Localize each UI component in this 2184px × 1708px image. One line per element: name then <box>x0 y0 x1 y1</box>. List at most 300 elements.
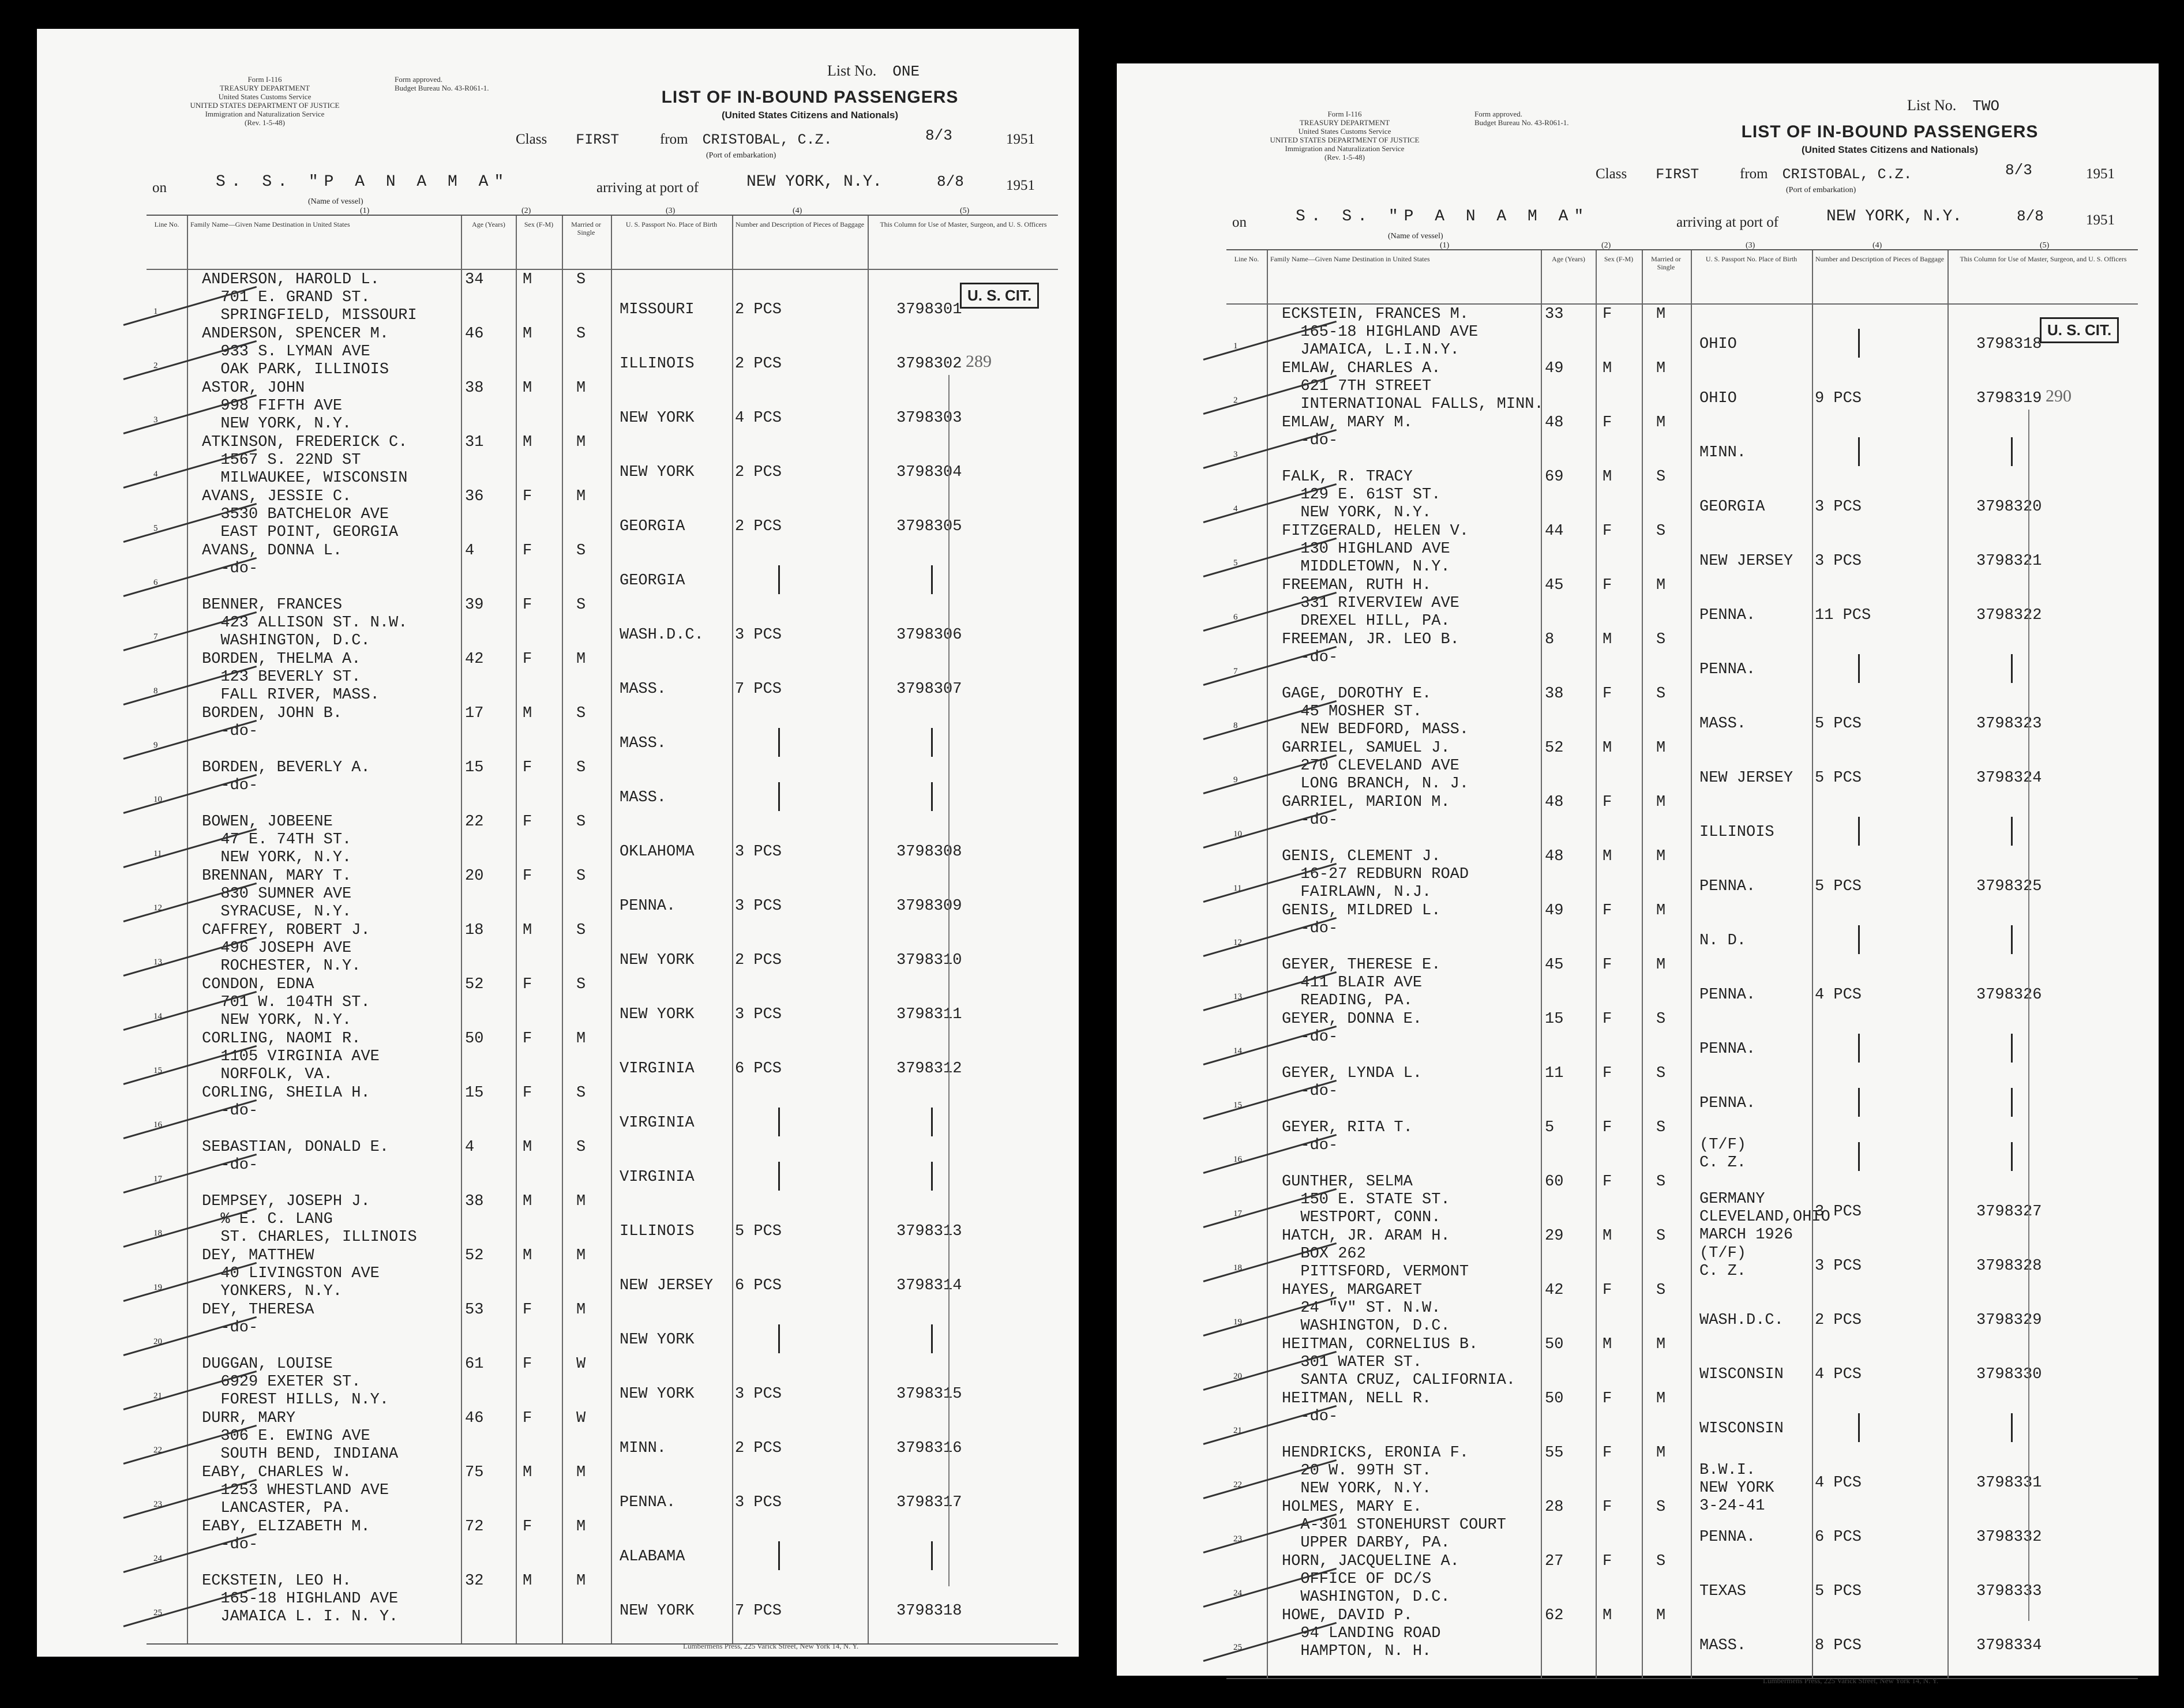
place-of-birth: NEW JERSEY <box>1699 553 1793 570</box>
passenger-age: 44 <box>1545 523 1564 540</box>
passenger-sex: M <box>523 1464 532 1481</box>
ditto-mark <box>2011 1142 2013 1171</box>
officer-number: 3798331 <box>1976 1474 2042 1492</box>
passenger-table <box>147 215 1058 1645</box>
passenger-name-address: GEYER, RITA T. -do- <box>1282 1119 1413 1154</box>
passenger-name-address: CORLING, NAOMI R. 1105 VIRGINIA AVE NORFOLK, VA. <box>202 1030 380 1083</box>
passenger-age: 4 <box>465 1139 475 1156</box>
passenger-sex: M <box>523 1247 532 1264</box>
ditto-mark <box>1858 329 1860 358</box>
marital-status: S <box>1656 1553 1666 1570</box>
page-title: LIST OF IN-BOUND PASSENGERS <box>661 88 959 107</box>
passenger-age: 60 <box>1545 1173 1564 1191</box>
manifest-sheet-two <box>1117 63 2159 1685</box>
passenger-age: 46 <box>465 325 484 343</box>
table-row <box>1226 794 2138 848</box>
line-number: 21 <box>1233 1426 1242 1435</box>
passenger-age: 72 <box>465 1518 484 1536</box>
embarkation-caption: (Port of embarkation) <box>1786 186 1856 194</box>
marital-status: S <box>576 271 586 288</box>
officer-number: 3798311 <box>896 1006 962 1023</box>
table-row <box>1226 577 2138 631</box>
table-row <box>147 488 1058 542</box>
line-number: 11 <box>1233 884 1242 893</box>
place-of-birth: NEW JERSEY <box>620 1277 714 1294</box>
ditto-mark <box>1858 925 1860 954</box>
ditto-mark <box>778 1108 780 1136</box>
line-number: 25 <box>153 1608 162 1617</box>
marital-status: S <box>576 922 586 939</box>
passenger-age: 50 <box>465 1030 484 1048</box>
officer-number: 3798305 <box>896 518 962 535</box>
table-row <box>1226 1553 2138 1607</box>
table-row <box>147 325 1058 380</box>
line-number: 2 <box>153 361 158 370</box>
line-number: 19 <box>1233 1317 1242 1327</box>
passenger-sex: M <box>1603 360 1612 377</box>
baggage-pieces: 6 PCS <box>735 1060 782 1078</box>
passenger-sex: F <box>523 759 532 776</box>
ditto-mark <box>1858 1413 1860 1442</box>
marital-status: M <box>1656 1607 1666 1624</box>
passenger-sex: M <box>523 705 532 722</box>
class-field <box>1596 166 1699 183</box>
passenger-sex: F <box>523 488 532 505</box>
table-row <box>147 1518 1058 1572</box>
line-number: 7 <box>153 632 158 641</box>
col-header-sex: Sex (F-M) <box>524 220 554 228</box>
passenger-sex: F <box>1603 1553 1612 1570</box>
table-row <box>147 380 1058 434</box>
printer-credit: Lumbermens Press, 225 Varick Street, New York 14, N. Y. <box>1763 1676 1939 1685</box>
marital-status: M <box>1656 902 1666 919</box>
place-of-birth: MISSOURI <box>620 301 695 318</box>
table-row <box>1226 1119 2138 1173</box>
table-row <box>1226 1607 2138 1661</box>
baggage-pieces: 5 PCS <box>1815 769 1862 787</box>
ditto-mark <box>931 728 933 757</box>
line-number: 18 <box>1233 1263 1242 1272</box>
passenger-age: 53 <box>465 1301 484 1319</box>
passenger-sex: M <box>523 922 532 939</box>
col-header-baggage: Number and Description of Pieces of Baggage <box>735 220 865 228</box>
passenger-sex: F <box>523 813 532 831</box>
place-of-birth: ILLINOIS <box>620 355 695 373</box>
line-number: 17 <box>153 1174 162 1184</box>
from-field <box>1740 166 1912 183</box>
line-number: 1 <box>153 307 158 316</box>
place-of-birth: GEORGIA <box>1699 498 1765 516</box>
column-number: (5) <box>2040 241 2050 250</box>
marital-status: M <box>576 1518 586 1536</box>
line-number: 8 <box>1233 721 1238 730</box>
passenger-name-address: BENNER, FRANCES 423 ALLISON ST. N.W. WASHINGTON, D.C. <box>202 596 408 650</box>
arrival-year: 1951 <box>2086 212 2115 228</box>
passenger-sex: F <box>1603 902 1612 919</box>
line-number: 11 <box>153 849 162 858</box>
passenger-name-address: DEY, THERESA -do- <box>202 1301 314 1337</box>
ditto-mark <box>1858 654 1860 683</box>
officer-number: 3798302 <box>896 355 962 373</box>
column-number: (3) <box>1746 241 1755 250</box>
passenger-name-address: EMLAW, CHARLES A. 621 7TH STREET INTERNATIONAL FALLS, MINN. <box>1282 360 1544 413</box>
approval-text: Form approved. <box>395 75 443 84</box>
place-of-birth: GEORGIA <box>620 572 685 590</box>
passenger-name-address: DURR, MARY 306 E. EWING AVE SOUTH BEND, INDIANA <box>202 1410 399 1463</box>
ditto-mark <box>931 1162 933 1191</box>
arrival-port: NEW YORK, N.Y. <box>1826 208 1962 226</box>
line-number: 18 <box>153 1229 162 1238</box>
marital-status: S <box>1656 468 1666 486</box>
place-of-birth: PENNA. <box>1699 986 1756 1004</box>
officer-number: 3798308 <box>896 843 962 861</box>
col-header-age: Age (Years) <box>472 220 505 228</box>
officer-number: 3798310 <box>896 952 962 969</box>
marital-status: S <box>576 542 586 560</box>
list-number-label: List No. <box>1907 97 1957 114</box>
place-of-birth: PENNA. <box>620 1494 676 1511</box>
marital-status: S <box>576 976 586 993</box>
baggage-pieces: 3 PCS <box>1815 553 1862 570</box>
passenger-name-address: CONDON, EDNA 701 W. 104TH ST. NEW YORK, N.Y. <box>202 976 370 1029</box>
baggage-pieces: 7 PCS <box>735 1602 782 1620</box>
line-number: 2 <box>1233 396 1238 405</box>
passenger-name-address: ANDERSON, SPENCER M. 933 S. LYMAN AVE OAK PARK, ILLINOIS <box>202 325 389 378</box>
from-label: from <box>660 132 688 147</box>
place-of-birth: MASS. <box>1699 715 1747 733</box>
passenger-name-address: ATKINSON, FREDERICK C. 1567 S. 22ND ST MILWAUKEE, WISCONSIN <box>202 434 408 487</box>
line-number: 5 <box>1233 558 1238 568</box>
baggage-pieces: 2 PCS <box>735 355 782 373</box>
marital-status: S <box>1656 1119 1666 1136</box>
officer-number: 3798306 <box>896 626 962 644</box>
baggage-pieces: 3 PCS <box>735 898 782 915</box>
marital-status: S <box>1656 1173 1666 1191</box>
baggage-pieces: 4 PCS <box>735 410 782 427</box>
place-of-birth: PENNA. <box>1699 1095 1756 1112</box>
dept-immigration: Immigration and Naturalization Service <box>1285 144 1405 153</box>
baggage-pieces: 2 PCS <box>735 952 782 969</box>
marital-status: S <box>1656 1282 1666 1299</box>
embarkation-caption: (Port of embarkation) <box>706 151 776 160</box>
line-number: 20 <box>153 1337 162 1346</box>
baggage-pieces: 3 PCS <box>1815 1257 1862 1275</box>
table-row <box>147 922 1058 976</box>
table-row <box>147 271 1058 325</box>
officer-number: 3798334 <box>1976 1637 2042 1654</box>
form-approval <box>395 75 545 92</box>
officer-number: 3798327 <box>1976 1203 2042 1221</box>
place-of-birth: OHIO <box>1699 390 1737 407</box>
passenger-sex: M <box>523 1572 532 1590</box>
form-number: Form I-116 <box>247 75 282 84</box>
class-value: FIRST <box>1656 166 1699 183</box>
departure-year: 1951 <box>1006 132 1035 147</box>
baggage-pieces: 2 PCS <box>735 1440 782 1457</box>
baggage-pieces: 11 PCS <box>1815 607 1871 624</box>
passenger-name-address: DUGGAN, LOUISE 6929 EXETER ST. FOREST HILLS, N.Y. <box>202 1356 389 1409</box>
passenger-name-address: GAGE, DOROTHY E. 45 MOSHER ST. NEW BEDFORD, MASS. <box>1282 685 1469 738</box>
arrival-year: 1951 <box>1006 178 1035 193</box>
inspector-line <box>2028 410 2029 1621</box>
marital-status: W <box>576 1356 586 1373</box>
list-number <box>827 62 920 80</box>
column-number: (1) <box>360 207 370 215</box>
table-row <box>147 434 1058 488</box>
passenger-age: 15 <box>465 1084 484 1102</box>
form-number: Form I-116 <box>1327 110 1362 118</box>
baggage-pieces: 5 PCS <box>1815 1583 1862 1600</box>
baggage-pieces: 3 PCS <box>735 626 782 644</box>
page-subtitle: (United States Citizens and Nationals) <box>1801 144 1979 155</box>
marital-status: M <box>1656 414 1666 431</box>
ditto-mark <box>931 1108 933 1136</box>
baggage-pieces: 9 PCS <box>1815 390 1862 407</box>
marital-status: M <box>1656 794 1666 811</box>
col-header-sex: Sex (F-M) <box>1604 255 1634 263</box>
ditto-mark <box>778 1162 780 1191</box>
passenger-age: 15 <box>465 759 484 776</box>
passenger-age: 50 <box>1545 1336 1564 1353</box>
marital-status: S <box>576 705 586 722</box>
officer-number: 3798301 <box>896 301 962 318</box>
baggage-pieces: 5 PCS <box>1815 878 1862 895</box>
marital-status: M <box>1656 306 1666 323</box>
col-header-passport: U. S. Passport No. Place of Birth <box>625 220 718 228</box>
baggage-pieces: 2 PCS <box>735 301 782 318</box>
line-number: 15 <box>1233 1101 1242 1110</box>
place-of-birth: NEW YORK <box>620 952 695 969</box>
officer-number: 3798313 <box>896 1223 962 1240</box>
place-of-birth: VIRGINIA <box>620 1169 695 1186</box>
marital-status: M <box>576 651 586 668</box>
passenger-name-address: GENIS, MILDRED L. -do- <box>1282 902 1441 937</box>
passenger-name-address: HORN, JACQUELINE A. OFFICE OF DC/S WASHINGTON, D.C. <box>1282 1553 1459 1606</box>
officer-number: 3798332 <box>1976 1529 2042 1546</box>
baggage-pieces: 6 PCS <box>1815 1529 1862 1546</box>
table-row <box>1226 1011 2138 1065</box>
place-of-birth: ILLINOIS <box>620 1223 695 1240</box>
line-number: 12 <box>1233 938 1242 947</box>
passenger-sex: F <box>523 542 532 560</box>
passenger-sex: M <box>523 434 532 451</box>
passenger-sex: F <box>523 1356 532 1373</box>
marital-status: S <box>1656 1227 1666 1245</box>
line-number: 14 <box>1233 1046 1242 1056</box>
line-number: 23 <box>1233 1534 1242 1544</box>
table-row <box>1226 523 2138 577</box>
marital-status: S <box>576 1139 586 1156</box>
officer-number: 3798321 <box>1976 553 2042 570</box>
baggage-pieces: 4 PCS <box>1815 1474 1862 1492</box>
place-of-birth: MASS. <box>620 735 667 752</box>
class-field <box>516 132 619 148</box>
marital-status: S <box>576 1084 586 1102</box>
passenger-name-address: GENIS, CLEMENT J. 16-27 REDBURN ROAD FAIRLAWN, N.J. <box>1282 848 1469 901</box>
baggage-pieces: 3 PCS <box>735 1494 782 1511</box>
passenger-sex: F <box>1603 1390 1612 1407</box>
line-number: 3 <box>153 415 158 425</box>
line-number: 1 <box>1233 341 1238 351</box>
passenger-name-address: GEYER, THERESE E. 411 BLAIR AVE READING, PA. <box>1282 956 1441 1009</box>
marital-status: M <box>1656 1336 1666 1353</box>
printer-credit: Lumbermens Press, 225 Varick Street, New York 14, N. Y. <box>683 1642 859 1650</box>
passenger-table <box>1226 249 2138 1679</box>
arriving-label: arriving at port of <box>1676 215 1779 230</box>
col-header-officer: This Column for Use of Master, Surgeon, and U. S. Officers <box>1960 255 2127 263</box>
ditto-mark <box>2011 817 2013 846</box>
dept-justice: UNITED STATES DEPARTMENT OF JUSTICE <box>1270 136 1420 144</box>
officer-number: 3798315 <box>896 1386 962 1403</box>
page-subtitle: (United States Citizens and Nationals) <box>721 110 899 121</box>
passenger-age: 49 <box>1545 902 1564 919</box>
list-number <box>1907 97 1999 115</box>
column-number: (4) <box>793 207 802 215</box>
table-row <box>147 542 1058 596</box>
marital-status: S <box>1656 523 1666 540</box>
from-value: CRISTOBAL, C.Z. <box>702 132 832 148</box>
passenger-sex: F <box>523 1410 532 1427</box>
marital-status: S <box>1656 1011 1666 1028</box>
officer-number: 3798317 <box>896 1494 962 1511</box>
table-row <box>147 1410 1058 1464</box>
passenger-age: 17 <box>465 705 484 722</box>
marital-status: M <box>1656 956 1666 974</box>
passenger-sex: M <box>523 271 532 288</box>
marital-status: M <box>1656 577 1666 594</box>
line-number: 21 <box>153 1391 162 1401</box>
line-number: 12 <box>153 903 162 913</box>
line-number: 19 <box>153 1283 162 1292</box>
table-row <box>1226 1336 2138 1390</box>
us-citizen-stamp: U. S. CIT. <box>960 283 1039 309</box>
form-revision: (Rev. 1-5-48) <box>245 118 285 127</box>
passenger-sex: M <box>523 1139 532 1156</box>
passenger-age: 29 <box>1545 1227 1564 1245</box>
ditto-mark <box>1858 1142 1860 1171</box>
passenger-sex: F <box>523 868 532 885</box>
passenger-name-address: GARRIEL, MARION M. -do- <box>1282 794 1450 829</box>
table-row <box>147 976 1058 1030</box>
ditto-mark <box>2011 925 2013 954</box>
line-number: 8 <box>153 686 158 696</box>
line-number: 22 <box>1233 1480 1242 1489</box>
ditto-mark <box>778 782 780 811</box>
place-of-birth: NEW JERSEY <box>1699 769 1793 787</box>
line-number: 3 <box>1233 450 1238 459</box>
line-number: 16 <box>1233 1155 1242 1164</box>
passenger-sex: F <box>523 1030 532 1048</box>
place-of-birth: VIRGINIA <box>620 1060 695 1078</box>
ditto-mark <box>931 782 933 811</box>
passenger-age: 15 <box>1545 1011 1564 1028</box>
place-of-birth: PENNA. <box>1699 1529 1756 1546</box>
place-of-birth: WISCONSIN <box>1699 1420 1784 1437</box>
place-of-birth: NEW YORK <box>620 464 695 481</box>
page-title: LIST OF IN-BOUND PASSENGERS <box>1741 122 2039 141</box>
departure-date: 8/3 <box>2005 162 2032 179</box>
form-approval <box>1474 110 1624 127</box>
class-label: Class <box>516 132 547 147</box>
baggage-pieces: 6 PCS <box>735 1277 782 1294</box>
passenger-age: 28 <box>1545 1499 1564 1516</box>
list-number-label: List No. <box>827 62 877 79</box>
list-number-value: TWO <box>1972 97 2000 115</box>
passenger-sex: F <box>1603 1173 1612 1191</box>
vessel-caption: (Name of vessel) <box>1388 232 1443 241</box>
marital-status: M <box>576 1193 586 1210</box>
place-of-birth: VIRGINIA <box>620 1114 695 1132</box>
dept-treasury: TREASURY DEPARTMENT <box>219 84 310 92</box>
passenger-age: 62 <box>1545 1607 1564 1624</box>
ditto-mark <box>778 1324 780 1353</box>
table-row <box>1226 902 2138 956</box>
passenger-name-address: SEBASTIAN, DONALD E. -do- <box>202 1139 389 1174</box>
officer-number: 3798322 <box>1976 607 2042 624</box>
line-number: 23 <box>153 1500 162 1509</box>
table-row <box>147 651 1058 705</box>
passenger-age: 61 <box>465 1356 484 1373</box>
passenger-age: 48 <box>1545 848 1564 865</box>
col-header-passport: U. S. Passport No. Place of Birth <box>1705 255 1798 263</box>
table-row <box>1226 1227 2138 1282</box>
passenger-name-address: HEITMAN, CORNELIUS B. 301 WATER ST. SANTA CRUZ, CALIFORNIA. <box>1282 1336 1516 1389</box>
ditto-mark <box>778 1541 780 1570</box>
passenger-age: 50 <box>1545 1390 1564 1407</box>
passenger-sex: F <box>1603 523 1612 540</box>
col-header-line: Line No. <box>1234 255 1259 263</box>
place-of-birth: WISCONSIN <box>1699 1366 1784 1383</box>
baggage-pieces: 2 PCS <box>735 464 782 481</box>
table-row <box>1226 468 2138 523</box>
arriving-label: arriving at port of <box>596 180 699 196</box>
place-of-birth: NEW YORK <box>620 1602 695 1620</box>
marital-status: S <box>576 759 586 776</box>
officer-number: 3798314 <box>896 1277 962 1294</box>
table-row <box>1226 360 2138 414</box>
baggage-pieces: 7 PCS <box>735 681 782 698</box>
table-row <box>1226 1065 2138 1119</box>
table-row <box>1226 306 2138 360</box>
passenger-sex: M <box>523 1193 532 1210</box>
ditto-mark <box>2011 437 2013 466</box>
table-row <box>1226 956 2138 1011</box>
place-of-birth: NEW YORK <box>620 1331 695 1349</box>
form-agency-block <box>1249 110 1440 162</box>
passenger-sex: M <box>1603 848 1612 865</box>
passenger-name-address: EMLAW, MARY M. -do- <box>1282 414 1413 449</box>
officer-number: 3798318 <box>896 1602 962 1620</box>
passenger-sex: F <box>1603 577 1612 594</box>
place-of-birth: ILLINOIS <box>1699 824 1774 841</box>
marital-status: S <box>1656 685 1666 703</box>
place-of-birth: OHIO <box>1699 336 1737 353</box>
marital-status: S <box>576 813 586 831</box>
page-number: 290 <box>2046 386 2072 406</box>
place-of-birth: MINN. <box>620 1440 667 1457</box>
line-number: 15 <box>153 1066 162 1075</box>
budget-text: Budget Bureau No. 43-R061-1. <box>395 84 489 92</box>
passenger-sex: F <box>1603 1065 1612 1082</box>
place-of-birth: NEW YORK <box>620 1386 695 1403</box>
place-of-birth: PENNA. <box>620 898 676 915</box>
class-value: FIRST <box>576 132 620 148</box>
approval-text: Form approved. <box>1474 110 1523 118</box>
officer-number: 3798304 <box>896 464 962 481</box>
passenger-sex: F <box>1603 306 1612 323</box>
line-number: 25 <box>1233 1643 1242 1652</box>
baggage-pieces: 4 PCS <box>1815 986 1862 1004</box>
